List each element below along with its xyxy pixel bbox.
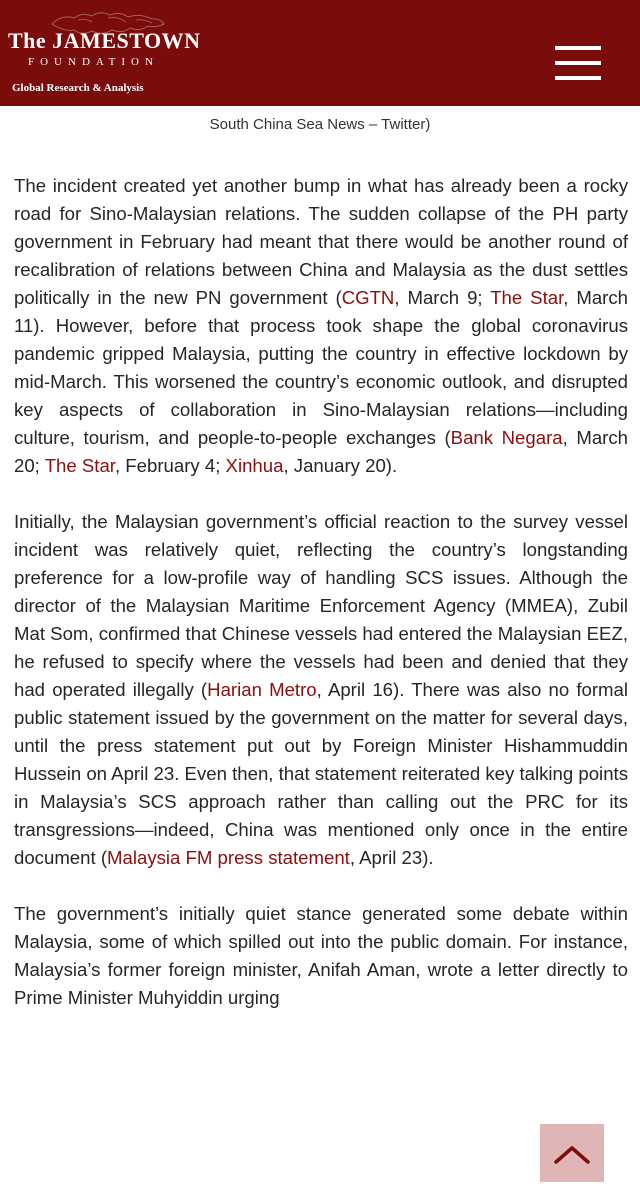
paragraph-text: , March 9; <box>394 287 491 308</box>
jamestown-logo[interactable] <box>8 6 201 98</box>
paragraph-text: The government’s initially quiet stance generated some debate within Malaysia, some of which spilled out into the public domain. For instance, Malaysia’s former foreign minister, Anifah Aman, wrote a letter directly to Prime Minister Muhyiddin urging <box>14 903 628 1008</box>
paragraph-text: , April 23). <box>349 847 434 868</box>
paragraph-text: The incident created yet another bump in what has already been a rocky road for Sino-Malaysian relations. The sudden collapse of the PH party government in February had meant that there would be another round of recalibration of relations between China and Malaysia as the dust settles politically in the new PN government ( <box>14 175 628 308</box>
article-body <box>14 172 628 1040</box>
chevron-up-icon <box>552 1142 592 1166</box>
source-link[interactable]: Bank Negara <box>450 427 563 448</box>
source-link[interactable]: Harian Metro <box>207 679 317 700</box>
article-paragraph <box>14 172 628 480</box>
hamburger-icon <box>555 46 601 50</box>
source-link[interactable]: CGTN <box>341 287 395 308</box>
menu-button[interactable] <box>548 40 608 86</box>
hamburger-icon-bar <box>555 76 601 80</box>
logo-tagline: Global Research & Analysis <box>12 82 144 94</box>
logo-subtitle: FOUNDATION <box>28 56 159 68</box>
paragraph-text: , March 11). However, before that process took shape the global coronavirus pandemic gripped Malaysia, putting the country in effective lockdown by mid-March. This worsened the country’s economic outlook, and disrupted key aspects of collaboration in Sino-Malaysian relations—including culture, tourism, and people-to-people exchanges ( <box>14 287 629 448</box>
hamburger-icon-bar <box>555 61 601 65</box>
site-header <box>0 0 640 106</box>
source-link[interactable]: The Star <box>44 455 115 476</box>
paragraph-text: Initially, the Malaysian government’s official reaction to the survey vessel incident was relatively quiet, reflecting the country’s longstanding preference for a low-profile way of handling SCS issues. Although the director of the Malaysian Maritime Enforcement Agency (MMEA), Zubil Mat Som, confirmed that Chinese vessels had entered the Malaysian EEZ, he refused to specify where the vessels had been and denied that they had operated illegally ( <box>14 511 628 700</box>
source-link[interactable]: Xinhua <box>225 455 284 476</box>
paragraph-text: , March 20; <box>14 427 629 476</box>
article-paragraph <box>14 900 628 1012</box>
logo-title: The JAMESTOWN <box>8 28 201 53</box>
source-link[interactable]: Malaysia FM press statement <box>107 847 350 868</box>
scroll-to-top-button[interactable] <box>540 1124 604 1182</box>
paragraph-text: , February 4; <box>114 455 226 476</box>
article-paragraph <box>14 508 628 872</box>
paragraph-text: , April 16). There was also no formal public statement issued by the government on the matter for several days, until the press statement put out by Foreign Minister Hishammuddin Hussein on April 23. Even then, that statement reiterated key talking points in Malaysia’s SCS approach rather than calling out the PRC for its transgressions—indeed, China was mentioned only once in the entire document ( <box>14 679 629 868</box>
source-link[interactable]: The Star <box>490 287 564 308</box>
paragraph-text: , January 20). <box>283 455 398 476</box>
image-caption: South China Sea News – Twitter) <box>209 116 431 133</box>
